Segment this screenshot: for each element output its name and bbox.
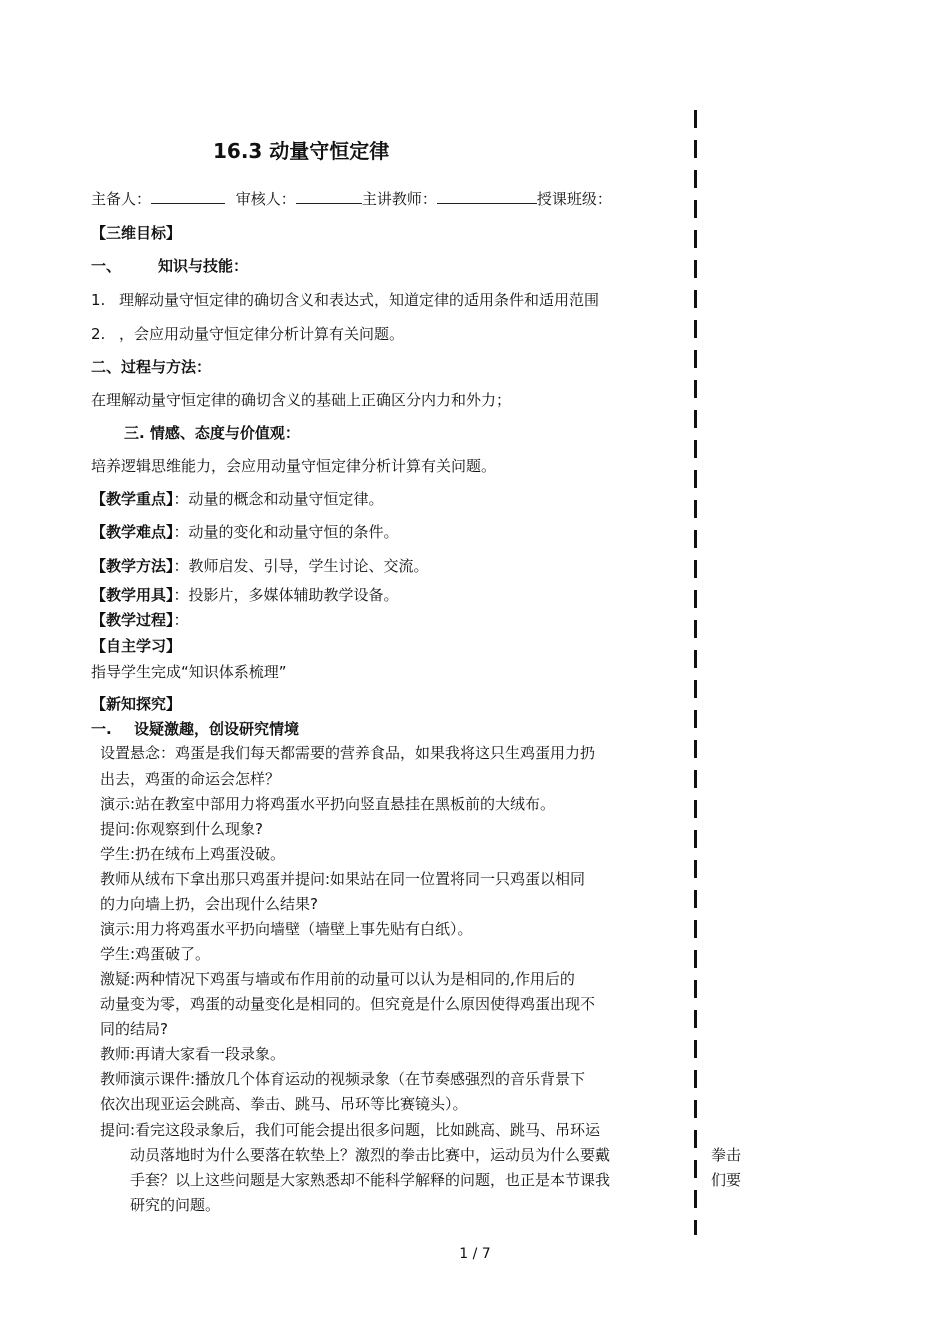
explore-line: 学生:鸡蛋破了。	[100, 945, 211, 963]
tools-line	[91, 585, 399, 605]
explore-line: 演示:用力将鸡蛋水平扔向墙壁（墙壁上事先贴有白纸）。	[100, 920, 473, 938]
explore-line: 同的结局?	[100, 1020, 168, 1038]
goals-heading: 【三维目标】	[91, 224, 182, 242]
explore-line: 提问:看完这段录象后，我们可能会提出很多问题，比如跳高、跳马、吊环运	[100, 1121, 601, 1139]
explore-heading: 【新知探究】	[91, 695, 182, 713]
binding-dashed-line	[694, 110, 697, 1235]
explore-line: 演示:站在教室中部用力将鸡蛋水平扔向竖直悬挂在黑板前的大绒布。	[100, 795, 556, 813]
process-label: 【教学过程】	[91, 611, 174, 629]
teacher-label: 主讲教师：	[361, 190, 437, 208]
explore-line: 出去，鸡蛋的命运会怎样？	[100, 770, 281, 788]
margin-note-line: 拳击	[711, 1146, 742, 1164]
explore-line: 动员落地时为什么要落在软垫上？激烈的拳击比赛中，运动员为什么要戴	[130, 1146, 611, 1164]
self-study-heading: 【自主学习】	[91, 637, 182, 655]
document-title: 16.3 动量守恒定律	[213, 139, 390, 163]
tools-label: 【教学用具】	[91, 586, 174, 604]
explore-line: 手套？以上这些问题是大家熟悉却不能科学解释的问题，也正是本节课我	[130, 1171, 611, 1189]
teacher-blank[interactable]	[437, 189, 537, 204]
reviewer-blank[interactable]	[296, 189, 362, 204]
key-point-text: ：动量的概念和动量守恒定律。	[173, 490, 384, 508]
explore-sub-number: 一.	[91, 720, 112, 738]
process-text: ：	[173, 611, 189, 629]
explore-line: 提问:你观察到什么现象?	[100, 820, 264, 838]
explore-line: 设置悬念：鸡蛋是我们每天都需要的营养食品，如果我将这只生鸡蛋用力扔	[100, 744, 596, 762]
section2-text: 在理解动量守恒定律的确切含义的基础上正确区分内力和外力；	[91, 391, 512, 409]
explore-sub-title: 设疑激趣，创设研究情境	[134, 720, 300, 738]
explore-line: 学生:扔在绒布上鸡蛋没破。	[100, 845, 286, 863]
tools-text: ：投影片，多媒体辅助教学设备。	[173, 586, 399, 604]
difficult-point-line	[91, 522, 399, 542]
goal-item-2-number: 2.	[91, 325, 106, 343]
difficult-point-label: 【教学难点】	[91, 523, 174, 541]
self-study-text: 指导学生完成“知识体系梳理”	[91, 663, 287, 681]
goal-item-2-text: ，会应用动量守恒定律分析计算有关问题。	[119, 325, 405, 343]
section3-title: 三. 情感、态度与价值观：	[124, 424, 300, 442]
explore-line: 研究的问题。	[130, 1196, 221, 1214]
section1-number: 一、	[91, 257, 122, 275]
main-preparer-label: 主备人：	[91, 190, 152, 208]
goal-item-1-text: 理解动量守恒定律的确切含义和表达式，知道定律的适用条件和适用范围	[119, 291, 600, 309]
margin-note-line: 们要	[711, 1171, 742, 1189]
method-text: ：教师启发、引导，学生讨论、交流。	[173, 557, 429, 575]
class-label: 授课班级：	[536, 190, 612, 208]
reviewer-label: 审核人：	[235, 190, 296, 208]
explore-line: 教师从绒布下拿出那只鸡蛋并提问:如果站在同一位置将同一只鸡蛋以相同	[100, 870, 586, 888]
explore-line: 教师演示课件:播放几个体育运动的视频录象（在节奏感强烈的音乐背景下	[100, 1070, 586, 1088]
main-preparer-blank[interactable]	[151, 189, 225, 204]
process-line	[91, 610, 189, 630]
explore-line: 教师:再请大家看一段录象。	[100, 1045, 286, 1063]
difficult-point-text: ：动量的变化和动量守恒的条件。	[173, 523, 399, 541]
page-number: 1 / 7	[459, 1246, 491, 1262]
section2-title: 二、过程与方法：	[91, 358, 212, 376]
goal-item-1-number: 1.	[91, 291, 106, 309]
key-point-line	[91, 489, 384, 509]
explore-line: 激疑:两种情况下鸡蛋与墙或布作用前的动量可以认为是相同的,作用后的	[100, 970, 575, 988]
method-line	[91, 556, 429, 576]
key-point-label: 【教学重点】	[91, 490, 174, 508]
preparers-line	[91, 189, 612, 209]
explore-line: 的力向墙上扔，会出现什么结果?	[100, 895, 318, 913]
explore-line: 动量变为零，鸡蛋的动量变化是相同的。但究竟是什么原因使得鸡蛋出现不	[100, 995, 596, 1013]
section3-text: 培养逻辑思维能力，会应用动量守恒定律分析计算有关问题。	[91, 457, 497, 475]
method-label: 【教学方法】	[91, 557, 174, 575]
explore-line: 依次出现亚运会跳高、拳击、跳马、吊环等比赛镜头）。	[100, 1095, 468, 1113]
section1-title: 知识与技能：	[158, 257, 249, 275]
